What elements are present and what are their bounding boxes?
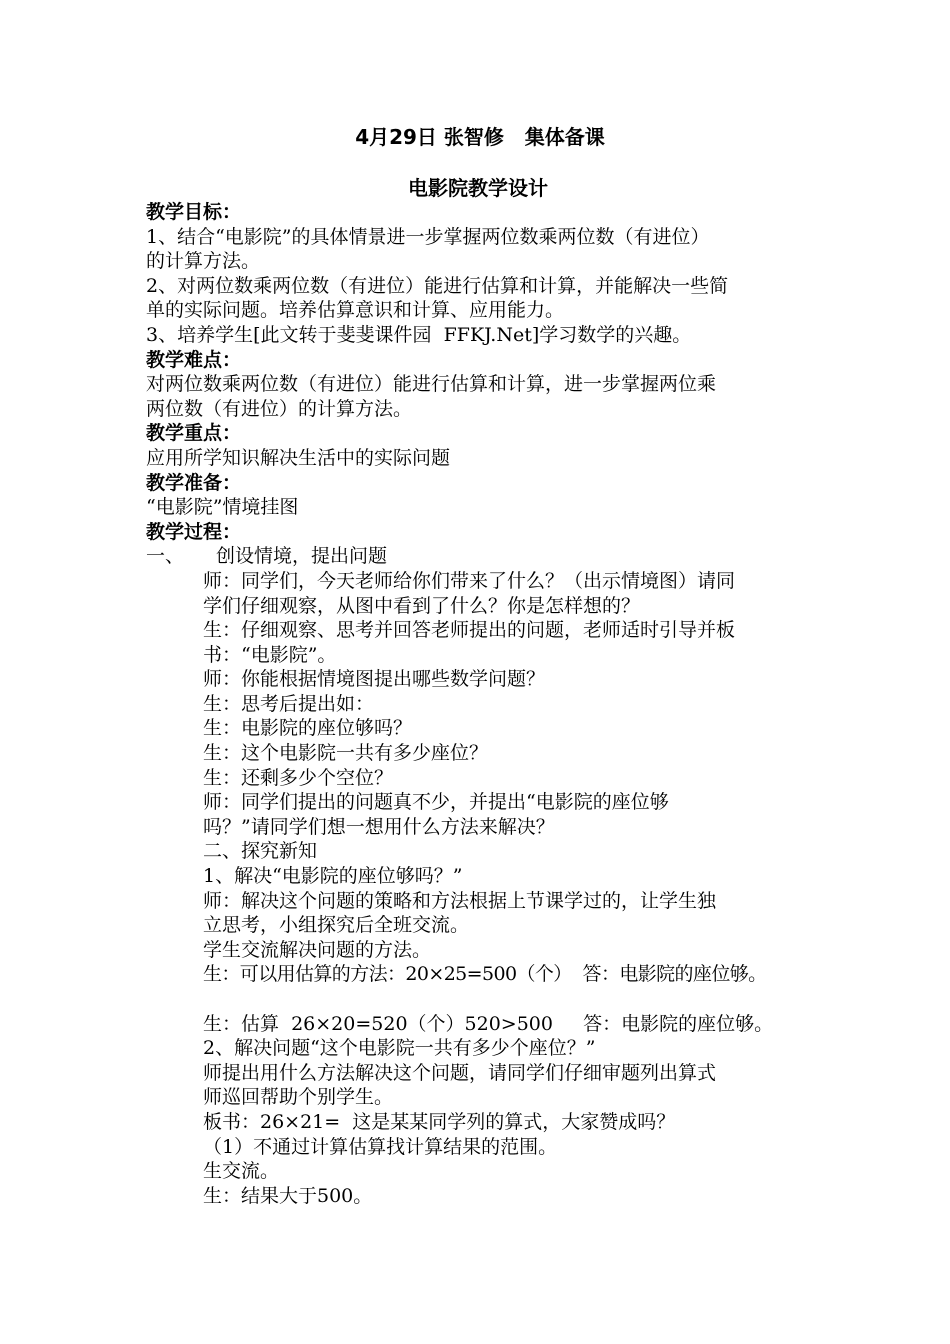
process-line: 2、解决问题“这个电影院一共有多少个座位？” bbox=[203, 1037, 596, 1060]
process-line: 1、解决“电影院的座位够吗？” bbox=[203, 865, 463, 888]
process-line: 生：仔细观察、思考并回答老师提出的问题，老师适时引导并板 bbox=[203, 619, 736, 642]
document-subtitle: 电影院教学设计 bbox=[408, 176, 548, 200]
difficulty-heading: 教学难点： bbox=[146, 348, 242, 371]
process-line: 生：这个电影院一共有多少座位？ bbox=[203, 742, 489, 765]
prep-heading: 教学准备： bbox=[146, 471, 242, 494]
section-number: 一、 bbox=[146, 545, 185, 568]
process-line: 板书：26×21= 这是某某同学列的算式，大家赞成吗？ bbox=[203, 1110, 676, 1133]
process-line: 学生交流解决问题的方法。 bbox=[203, 938, 432, 961]
process-line: 生：电影院的座位够吗？ bbox=[203, 717, 413, 740]
focus-line: 应用所学知识解决生活中的实际问题 bbox=[146, 446, 451, 469]
goals-line: 1、结合“电影院”的具体情景进一步掌握两位数乘两位数（有进位） bbox=[146, 225, 710, 248]
process-line: 生交流。 bbox=[203, 1160, 280, 1183]
goals-line: 3、培养学生[此文转于斐斐课件园 FFKJ.Net]学习数学的兴趣。 bbox=[146, 323, 692, 346]
process-line: 师：同学们，今天老师给你们带来了什么？（出示情境图）请同 bbox=[203, 569, 736, 592]
goals-line: 单的实际问题。培养估算意识和计算、应用能力。 bbox=[146, 299, 565, 322]
goals-line: 2、对两位数乘两位数（有进位）能进行估算和计算，并能解决一些简 bbox=[146, 274, 729, 297]
process-heading: 教学过程： bbox=[146, 520, 242, 543]
section-one-title bbox=[146, 544, 836, 569]
process-line: 生：估算 26×20=520（个）520>500 答：电影院的座位够。 bbox=[203, 1012, 774, 1035]
difficulty-line: 两位数（有进位）的计算方法。 bbox=[146, 397, 413, 420]
process-line: 生：思考后提出如： bbox=[203, 692, 375, 715]
process-line: 生：还剩多少个空位？ bbox=[203, 766, 394, 789]
process-line: 生：可以用估算的方法：20×25=500（个） 答：电影院的座位够。 bbox=[203, 963, 767, 986]
process-line: 师巡回帮助个别学生。 bbox=[203, 1086, 394, 1109]
process-line: 学们仔细观察，从图中看到了什么？你是怎样想的？ bbox=[203, 594, 641, 617]
prep-line: “电影院”情境挂图 bbox=[146, 496, 299, 519]
goals-line: 的计算方法。 bbox=[146, 250, 261, 273]
process-line: （1）不通过计算估算找计算结果的范围。 bbox=[203, 1135, 558, 1158]
section-two-title: 二、探究新知 bbox=[203, 840, 318, 863]
blank-line bbox=[146, 987, 836, 1012]
document-body bbox=[146, 200, 836, 1208]
process-line: 生：结果大于500。 bbox=[203, 1184, 373, 1207]
process-line: 书：“电影院”。 bbox=[203, 643, 337, 666]
process-line: 吗？”请同学们想一想用什么方法来解决？ bbox=[203, 815, 555, 838]
process-line: 立思考，小组探究后全班交流。 bbox=[203, 914, 470, 937]
difficulty-line: 对两位数乘两位数（有进位）能进行估算和计算，进一步掌握两位乘 bbox=[146, 373, 717, 396]
document-title: 4月29日 张智修 集体备课 bbox=[355, 125, 605, 149]
section-title: 创设情境，提出问题 bbox=[216, 545, 388, 568]
process-line: 师：解决这个问题的策略和方法根据上节课学过的，让学生独 bbox=[203, 889, 717, 912]
process-line: 师：同学们提出的问题真不少，并提出“电影院的座位够 bbox=[203, 791, 669, 814]
focus-heading: 教学重点： bbox=[146, 422, 242, 445]
process-line: 师：你能根据情境图提出哪些数学问题？ bbox=[203, 668, 546, 691]
process-line: 师提出用什么方法解决这个问题，请同学们仔细审题列出算式 bbox=[203, 1061, 717, 1084]
goals-heading: 教学目标： bbox=[146, 201, 242, 223]
